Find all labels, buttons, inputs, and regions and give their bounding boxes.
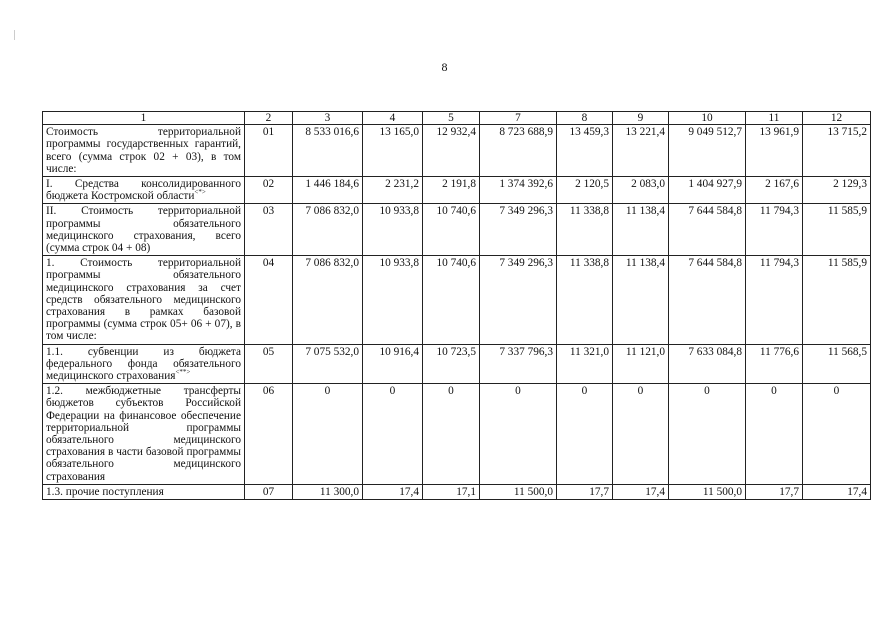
value-cell: 7 086 832,0 — [293, 204, 363, 256]
table-header-row — [43, 112, 871, 125]
value-cell: 17,4 — [803, 484, 871, 499]
table-row — [43, 204, 871, 256]
value-cell: 11 138,4 — [613, 204, 669, 256]
value-cell: 0 — [363, 384, 423, 485]
value-cell: 7 644 584,8 — [669, 204, 746, 256]
value-cell: 17,7 — [557, 484, 613, 499]
footnote-marker: <**> — [175, 368, 191, 377]
column-header-4: 4 — [363, 112, 423, 125]
value-cell: 2 120,5 — [557, 177, 613, 204]
row-code: 03 — [245, 204, 293, 256]
value-cell: 11 794,3 — [746, 256, 803, 344]
value-cell: 13 221,4 — [613, 125, 669, 177]
value-cell: 7 644 584,8 — [669, 256, 746, 344]
scan-edge-mark — [14, 30, 15, 40]
value-cell: 10 723,5 — [423, 344, 480, 384]
column-header-7: 7 — [480, 112, 557, 125]
value-cell: 11 500,0 — [669, 484, 746, 499]
value-cell: 17,7 — [746, 484, 803, 499]
value-cell: 13 165,0 — [363, 125, 423, 177]
row-label-text: I. Средства консолидированного бюджета Костромской области — [46, 178, 241, 203]
value-cell: 10 740,6 — [423, 256, 480, 344]
column-header-12: 12 — [803, 112, 871, 125]
value-cell: 7 349 296,3 — [480, 256, 557, 344]
value-cell: 11 585,9 — [803, 204, 871, 256]
row-code: 07 — [245, 484, 293, 499]
row-label-text: 1.3. прочие поступления — [46, 485, 164, 498]
value-cell: 13 715,2 — [803, 125, 871, 177]
value-cell: 0 — [293, 384, 363, 485]
row-label — [43, 204, 245, 256]
row-label — [43, 484, 245, 499]
row-code: 06 — [245, 384, 293, 485]
value-cell: 0 — [746, 384, 803, 485]
value-cell: 11 585,9 — [803, 256, 871, 344]
value-cell: 12 932,4 — [423, 125, 480, 177]
row-label-text: II. Стоимость территориальной программы обязательного медицинского страхования, всего (сумма строк 04 + 08) — [46, 205, 241, 255]
value-cell: 2 231,2 — [363, 177, 423, 204]
value-cell: 7 086 832,0 — [293, 256, 363, 344]
column-header-9: 9 — [613, 112, 669, 125]
value-cell: 9 049 512,7 — [669, 125, 746, 177]
value-cell: 8 723 688,9 — [480, 125, 557, 177]
value-cell: 2 129,3 — [803, 177, 871, 204]
value-cell: 11 338,8 — [557, 256, 613, 344]
value-cell: 7 633 084,8 — [669, 344, 746, 384]
value-cell: 10 933,8 — [363, 204, 423, 256]
column-header-3: 3 — [293, 112, 363, 125]
value-cell: 7 075 532,0 — [293, 344, 363, 384]
column-header-8: 8 — [557, 112, 613, 125]
value-cell: 7 337 796,3 — [480, 344, 557, 384]
table-row — [43, 384, 871, 485]
value-cell: 11 338,8 — [557, 204, 613, 256]
row-code: 01 — [245, 125, 293, 177]
column-header-5: 5 — [423, 112, 480, 125]
value-cell: 11 138,4 — [613, 256, 669, 344]
value-cell: 7 349 296,3 — [480, 204, 557, 256]
value-cell: 1 374 392,6 — [480, 177, 557, 204]
value-cell: 11 300,0 — [293, 484, 363, 499]
row-label — [43, 177, 245, 204]
value-cell: 17,1 — [423, 484, 480, 499]
value-cell: 0 — [669, 384, 746, 485]
value-cell: 13 961,9 — [746, 125, 803, 177]
value-cell: 11 568,5 — [803, 344, 871, 384]
value-cell: 10 740,6 — [423, 204, 480, 256]
row-label-text: 1.2. межбюджетные трансферты бюджетов субъектов Российской Федерации на финансовое обеспечение территориальной программы обязательного медицинского страхования в части базовой программы обязательного медицинского страхования — [46, 385, 241, 483]
row-label — [43, 125, 245, 177]
value-cell: 0 — [423, 384, 480, 485]
table-row — [43, 344, 871, 384]
table-body — [43, 112, 871, 500]
table-row — [43, 256, 871, 344]
table-row — [43, 177, 871, 204]
value-cell: 11 321,0 — [557, 344, 613, 384]
value-cell: 13 459,3 — [557, 125, 613, 177]
column-header-11: 11 — [746, 112, 803, 125]
value-cell: 17,4 — [363, 484, 423, 499]
value-cell: 11 794,3 — [746, 204, 803, 256]
row-label-text: 1. Стоимость территориальной программы обязательного медицинского страхования за счет средств обязательного медицинского страхования в рамках базовой программы (сумма строк 05+ 06 + 07), в том числе: — [46, 257, 241, 343]
value-cell: 10 933,8 — [363, 256, 423, 344]
value-cell: 1 446 184,6 — [293, 177, 363, 204]
value-cell: 17,4 — [613, 484, 669, 499]
row-label — [43, 384, 245, 485]
table-row — [43, 125, 871, 177]
value-cell: 2 083,0 — [613, 177, 669, 204]
row-label-text: Стоимость территориальной программы государственных гарантий, всего (сумма строк 02 + 03), в том числе: — [46, 126, 241, 175]
page-number: 8 — [441, 60, 448, 74]
value-cell: 2 191,8 — [423, 177, 480, 204]
value-cell: 11 776,6 — [746, 344, 803, 384]
value-cell: 10 916,4 — [363, 344, 423, 384]
column-header-10: 10 — [669, 112, 746, 125]
value-cell: 1 404 927,9 — [669, 177, 746, 204]
value-cell: 11 500,0 — [480, 484, 557, 499]
budget-table — [42, 111, 871, 500]
value-cell: 2 167,6 — [746, 177, 803, 204]
row-label — [43, 344, 245, 384]
column-header-2: 2 — [245, 112, 293, 125]
table-row — [43, 484, 871, 499]
footnote-marker: <*> — [194, 188, 206, 197]
row-label-text: 1.1. субвенции из бюджета федерального фонда обязательного медицинского страхования — [46, 345, 241, 383]
row-code: 04 — [245, 256, 293, 344]
value-cell: 0 — [557, 384, 613, 485]
value-cell: 0 — [613, 384, 669, 485]
row-code: 02 — [245, 177, 293, 204]
row-code: 05 — [245, 344, 293, 384]
value-cell: 11 121,0 — [613, 344, 669, 384]
value-cell: 0 — [803, 384, 871, 485]
row-label — [43, 256, 245, 344]
column-header-1: 1 — [43, 112, 245, 125]
value-cell: 8 533 016,6 — [293, 125, 363, 177]
value-cell: 0 — [480, 384, 557, 485]
